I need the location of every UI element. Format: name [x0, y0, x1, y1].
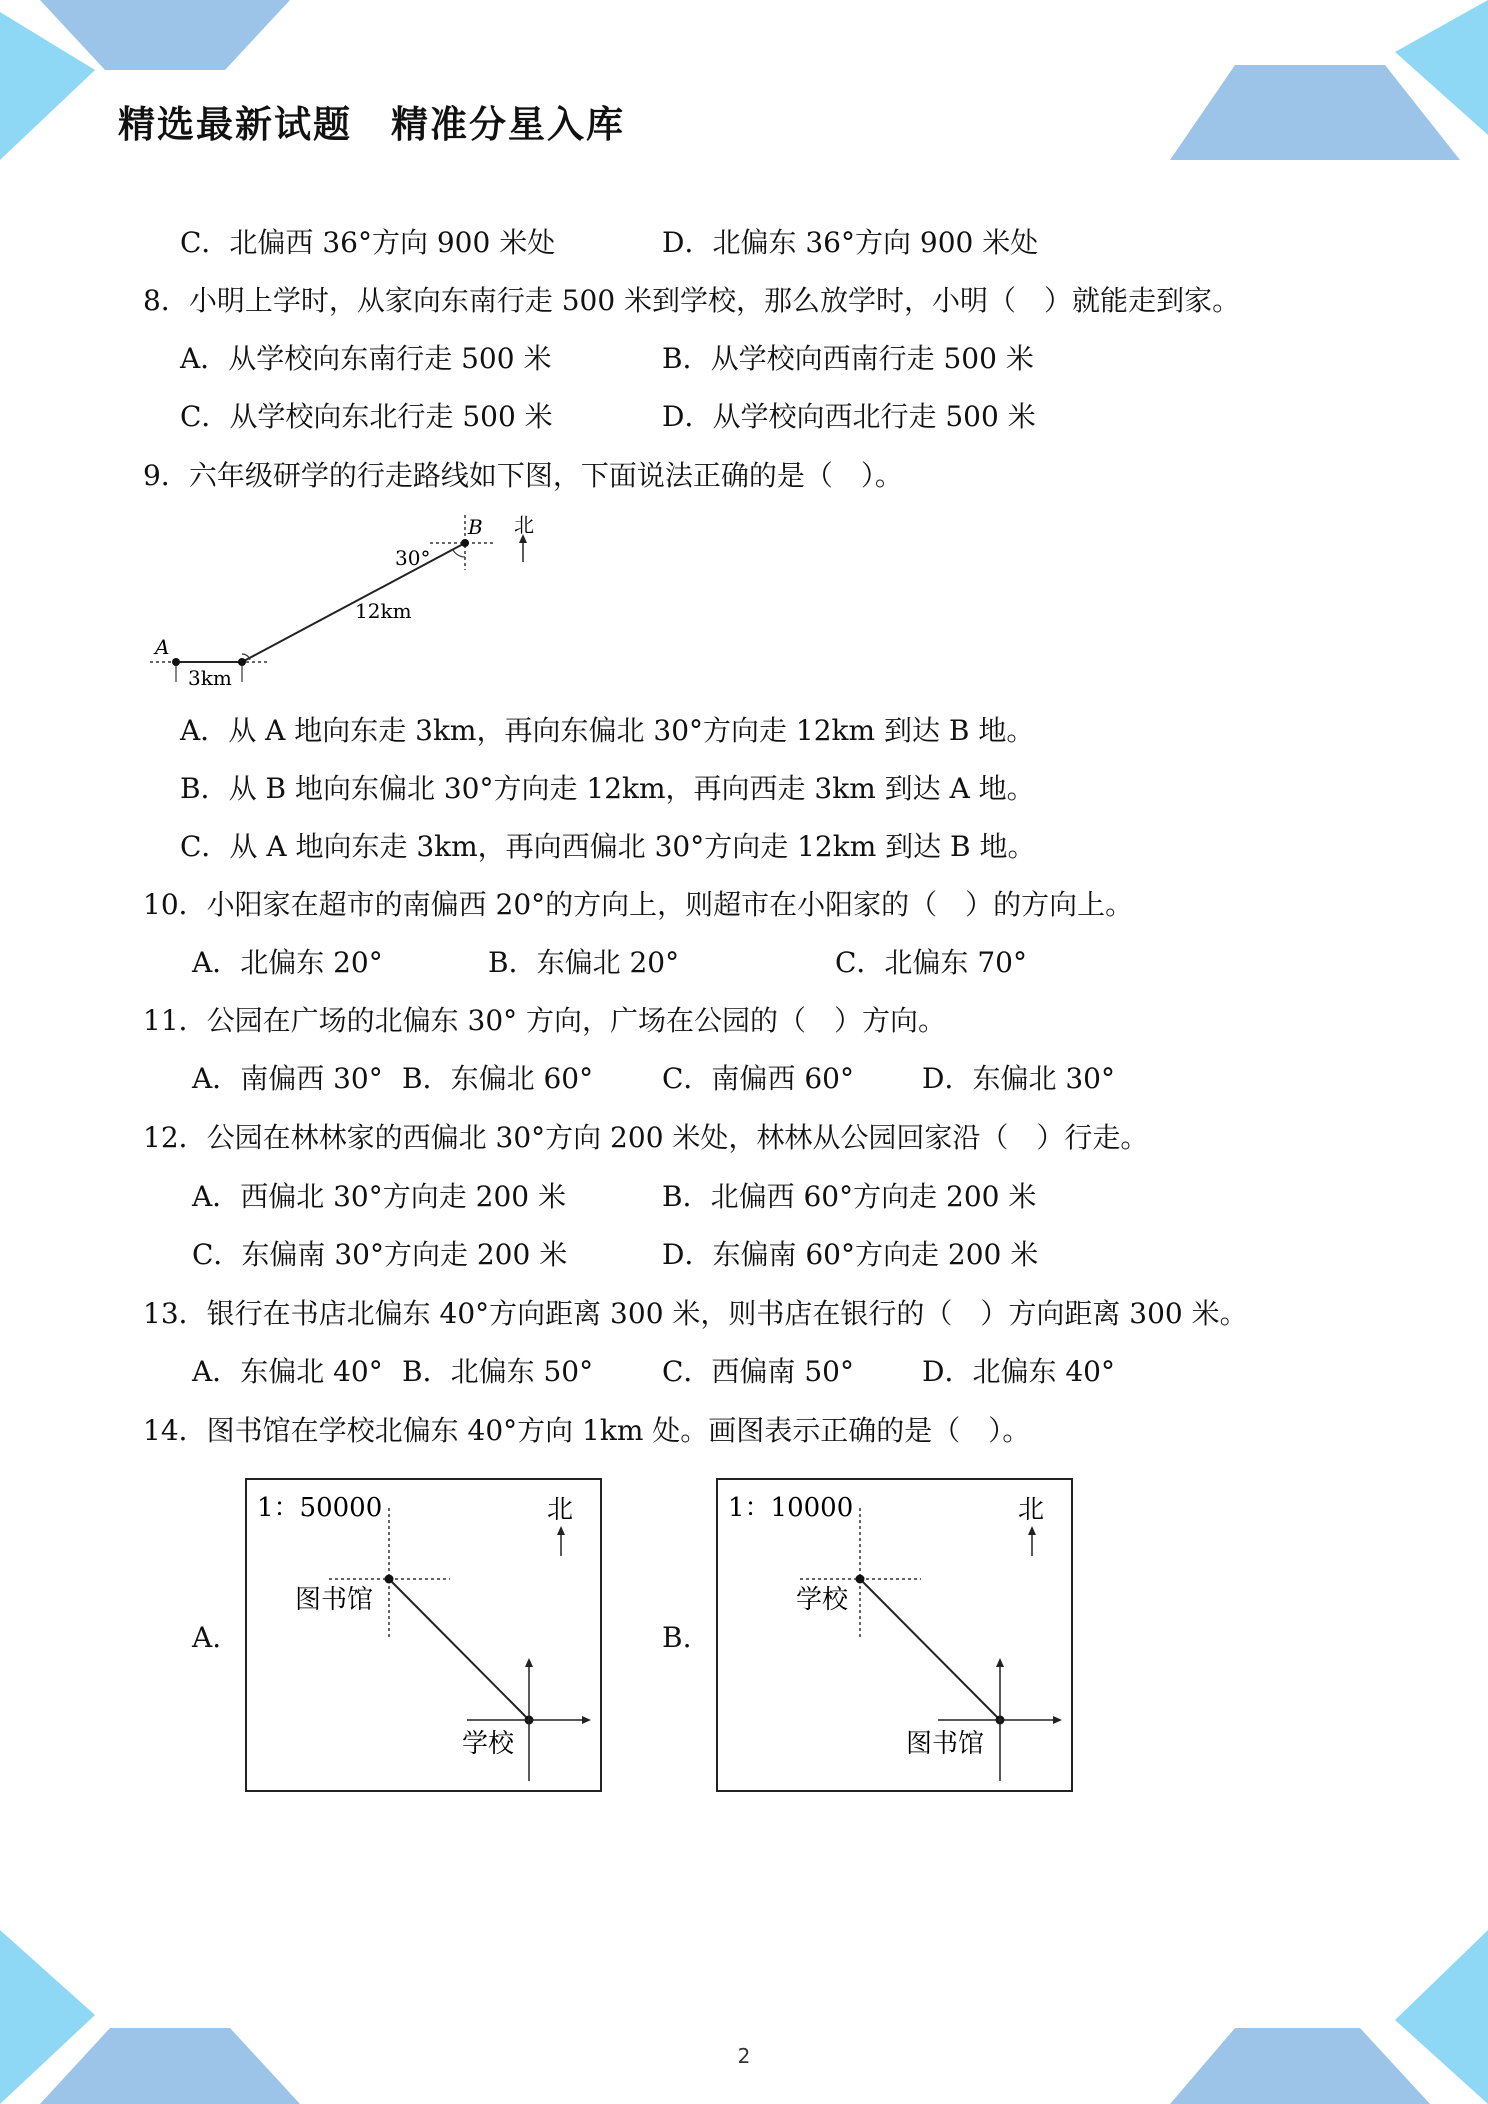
- q14-figure-b: [716, 1478, 1074, 1794]
- q10-stem: 10．小阳家在超市的南偏西 20°的方向上，则超市在小阳家的（ ）的方向上。: [143, 888, 1134, 921]
- q11-option-c: C．南偏西 60°: [662, 1062, 854, 1095]
- q12-option-c: C．东偏南 30°方向走 200 米: [192, 1238, 568, 1271]
- q13-option-c: C．西偏南 50°: [662, 1355, 854, 1388]
- q14b-lower-label: 图书馆: [906, 1729, 985, 1759]
- q8-option-a: A．从学校向东南行走 500 米: [180, 342, 552, 375]
- q7-option-d: D．北偏东 36°方向 900 米处: [662, 226, 1039, 259]
- q14a-lower-label: 学校: [462, 1729, 515, 1759]
- q9-option-a: A．从 A 地向东走 3km，再向东偏北 30°方向走 12km 到达 B 地。: [180, 714, 1035, 747]
- q10-option-c: C．北偏东 70°: [835, 946, 1027, 979]
- q10-option-b: B．东偏北 20°: [488, 946, 680, 979]
- q14a-upper-label: 图书馆: [295, 1585, 374, 1615]
- q13-option-d: D．北偏东 40°: [922, 1355, 1115, 1388]
- q11-option-a: A．南偏西 30°: [192, 1062, 383, 1095]
- q12-option-d: D．东偏南 60°方向走 200 米: [662, 1238, 1039, 1271]
- q11-stem: 11．公园在广场的北偏东 30° 方向，广场在公园的（ ）方向。: [143, 1004, 947, 1037]
- q8-option-c: C．从学校向东北行走 500 米: [180, 400, 553, 433]
- q9-north-label: 北: [514, 513, 534, 537]
- q9-route-figure: [140, 510, 560, 695]
- q11-option-d: D．东偏北 30°: [922, 1062, 1115, 1095]
- q9-option-b: B．从 B 地向东偏北 30°方向走 12km，再向西走 3km 到达 A 地。: [180, 772, 1035, 805]
- q12-option-a: A．西偏北 30°方向走 200 米: [192, 1180, 566, 1213]
- q13-option-b: B．北偏东 50°: [402, 1355, 594, 1388]
- page-number: 2: [737, 2044, 751, 2068]
- q9-point-a-label: A: [155, 635, 170, 659]
- q8-option-b: B．从学校向西南行走 500 米: [662, 342, 1034, 375]
- q14-stem: 14．图书馆在学校北偏东 40°方向 1km 处。画图表示正确的是（ ）。: [143, 1414, 1031, 1447]
- corner-decoration-bottom-left: [0, 1930, 300, 2104]
- q7-option-c: C．北偏西 36°方向 900 米处: [180, 226, 556, 259]
- q14-figure-b-label: B.: [662, 1621, 692, 1654]
- q12-stem: 12．公园在林林家的西偏北 30°方向 200 米处，林林从公园回家沿（ ）行走。: [143, 1121, 1149, 1154]
- q14-figure-a-label: A.: [192, 1621, 222, 1654]
- q12-option-b: B．北偏西 60°方向走 200 米: [662, 1180, 1037, 1213]
- q8-stem: 8．小明上学时，从家向东南行走 500 米到学校，那么放学时，小明（ ）就能走到家。: [143, 284, 1241, 317]
- q14b-north-label: 北: [1018, 1495, 1045, 1525]
- q14a-scale: 1：50000: [257, 1493, 383, 1523]
- q14b-upper-label: 学校: [796, 1585, 849, 1615]
- q10-option-a: A．北偏东 20°: [192, 946, 383, 979]
- q9-distance-3km: 3km: [188, 666, 232, 690]
- q8-option-d: D．从学校向西北行走 500 米: [662, 400, 1036, 433]
- corner-decoration-bottom-right: [1170, 1930, 1488, 2104]
- q13-stem: 13．银行在书店北偏东 40°方向距离 300 米，则书店在银行的（ ）方向距离 300 米。: [143, 1297, 1248, 1330]
- q9-angle-label: 30°: [395, 546, 431, 570]
- q14-figure-a: [245, 1478, 603, 1794]
- q9-distance-12km: 12km: [355, 599, 412, 623]
- q14b-scale: 1：10000: [728, 1493, 854, 1523]
- q13-option-a: A．东偏北 40°: [192, 1355, 383, 1388]
- q9-point-b-label: B: [468, 515, 483, 539]
- corner-decoration-top-right: [1170, 0, 1488, 170]
- q11-option-b: B．东偏北 60°: [402, 1062, 594, 1095]
- page-header-title: 精选最新试题 精准分星入库: [118, 103, 625, 146]
- q14a-north-label: 北: [547, 1495, 574, 1525]
- q9-stem: 9．六年级研学的行走路线如下图，下面说法正确的是（ ）。: [143, 459, 903, 492]
- q9-option-c: C．从 A 地向东走 3km，再向西偏北 30°方向走 12km 到达 B 地。: [180, 830, 1036, 863]
